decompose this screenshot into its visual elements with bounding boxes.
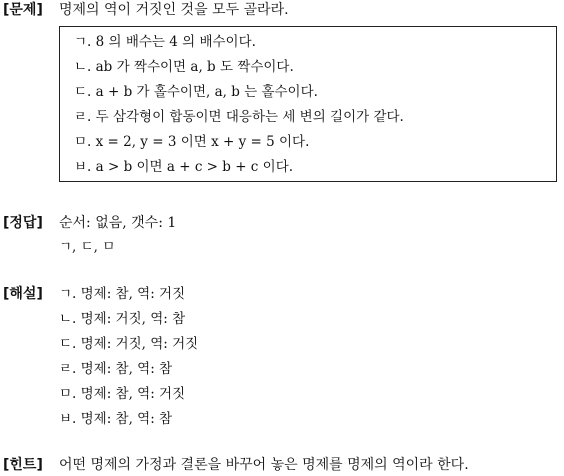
problem-statements-box: [59, 26, 557, 182]
statement-item: ㄴ. ab 가 짝수이면 a, b 도 짝수이다.: [74, 59, 294, 75]
hint-section: [0, 455, 564, 475]
explanation-line: ㅂ. 명제: 참, 역: 참: [59, 411, 173, 427]
statement-item: ㄷ. a + b 가 홀수이면, a, b 는 홀수이다.: [74, 84, 318, 100]
statement-item: ㄹ. 두 삼각형이 합동이면 대응하는 세 변의 길이가 같다.: [74, 109, 404, 125]
explanation-line: ㄱ. 명제: 참, 역: 거짓: [59, 286, 186, 302]
problem-question: 명제의 역이 거짓인 것을 모두 골라라.: [59, 2, 289, 18]
explanation-line: ㄹ. 명제: 참, 역: 참: [59, 361, 173, 377]
hint-text: 어떤 명제의 가정과 결론을 바꾸어 놓은 명제를 명제의 역이라 한다.: [59, 457, 469, 473]
explanation-label: [해설]: [3, 286, 43, 302]
answer-label: [정답]: [3, 215, 43, 231]
explanation-line: ㄴ. 명제: 거짓, 역: 참: [59, 311, 186, 327]
statement-item: ㅂ. a > b 이면 a + c > b + c 이다.: [74, 159, 294, 175]
explanation-line: ㄷ. 명제: 거짓, 역: 거짓: [59, 336, 199, 352]
statement-item: ㅁ. x = 2, y = 3 이면 x + y = 5 이다.: [74, 134, 310, 150]
hint-label: [힌트]: [3, 457, 43, 473]
explanation-line: ㅁ. 명제: 참, 역: 거짓: [59, 386, 186, 402]
answer-choices: ㄱ, ㄷ, ㅁ: [59, 239, 116, 255]
problem-label: [문제]: [3, 2, 43, 18]
statement-item: ㄱ. 8 의 배수는 4 의 배수이다.: [74, 34, 256, 50]
explanation-section: [0, 284, 564, 434]
problem-section: [0, 0, 564, 190]
answer-summary: 순서: 없음, 갯수: 1: [59, 215, 177, 231]
answer-section: [0, 213, 564, 263]
